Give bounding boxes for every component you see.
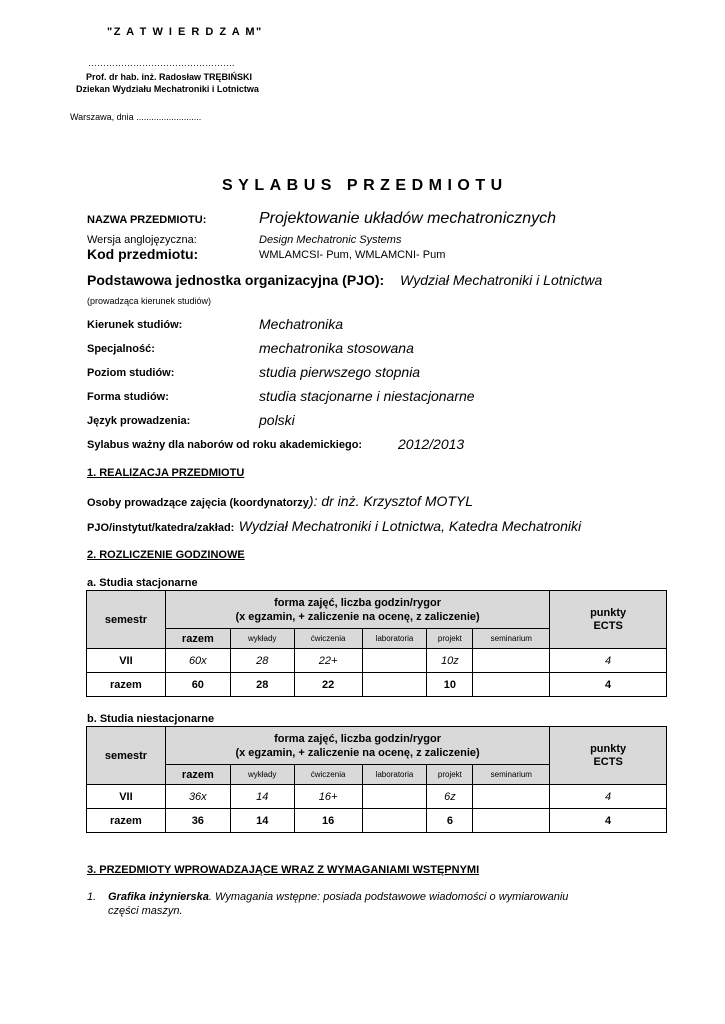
coordinator-line <box>87 493 473 511</box>
forma-header-line1: forma zajęć, liczba godzin/rygor <box>274 732 441 745</box>
prerequisite-subject: Grafika inżynierska <box>108 891 209 903</box>
cwiczenia-cell: 22+ <box>294 649 362 673</box>
projekt-cell: 6z <box>427 785 473 809</box>
semestr-cell: VII <box>87 785 166 809</box>
unit-label: PJO/instytut/katedra/zakład: <box>87 522 235 534</box>
laboratoria-cell <box>362 785 427 809</box>
semestr-header: semestr <box>87 591 166 649</box>
ects-cell: 4 <box>550 649 667 673</box>
approval-heading: "Z A T W I E R D Z A M" <box>107 26 263 38</box>
course-code-label: Kod przedmiotu: <box>87 246 199 262</box>
wyklady-cell: 14 <box>230 785 294 809</box>
laboratoria-cell <box>362 649 427 673</box>
ects-cell: 4 <box>550 809 667 833</box>
prerequisite-requirements: . Wymagania wstępne: posiada podstawowe wiadomości o wymiarowaniu <box>208 891 569 903</box>
table-a-caption: a. Studia stacjonarne <box>87 577 198 589</box>
language-label: Język prowadzenia: <box>87 415 191 427</box>
level-value: studia pierwszego stopnia <box>259 364 421 380</box>
cwiczenia-cell: 22 <box>294 673 362 697</box>
razem-header: razem <box>165 629 230 649</box>
specialty-value: mechatronika stosowana <box>259 340 414 356</box>
laboratoria-cell <box>362 809 427 833</box>
valid-label: Sylabus ważny dla naborów od roku akademickiego: <box>87 439 363 451</box>
forma-header-line1: forma zajęć, liczba godzin/rygor <box>274 596 441 609</box>
ects-header-line2: ECTS <box>593 619 623 632</box>
projekt-cell: 10 <box>427 673 473 697</box>
seminarium-cell <box>473 809 550 833</box>
study-form-value: studia stacjonarne i niestacjonarne <box>259 388 475 404</box>
razem-cell: 36 <box>165 809 230 833</box>
forma-header-line2: (x egzamin, + zaliczenie na ocenę, z zaliczenie) <box>235 610 480 623</box>
semestr-cell: razem <box>87 673 166 697</box>
seminarium-header: seminarium <box>473 765 550 785</box>
unit-value: Wydział Mechatroniki i Lotnictwa, Katedra Mechatroniki <box>238 518 582 534</box>
prerequisite-requirements-cont: części maszyn. <box>108 905 183 917</box>
razem-cell: 60x <box>165 649 230 673</box>
projekt-header: projekt <box>427 765 473 785</box>
study-form-label: Forma studiów: <box>87 391 169 403</box>
field-label: Kierunek studiów: <box>87 319 183 331</box>
forma-header <box>165 727 549 765</box>
hours-table-full-time <box>86 590 667 697</box>
cwiczenia-header: ćwiczenia <box>294 765 362 785</box>
pjo-value: Wydział Mechatroniki i Lotnictwa <box>400 272 603 288</box>
table-row <box>87 649 667 673</box>
page-title: SYLABUS PRZEDMIOTU <box>222 177 508 194</box>
approval-dots: …………………………………………. <box>88 58 235 68</box>
section1-title: 1. REALIZACJA PRZEDMIOTU <box>87 467 245 479</box>
laboratoria-header: laboratoria <box>362 765 427 785</box>
cwiczenia-header: ćwiczenia <box>294 629 362 649</box>
ects-header-line2: ECTS <box>593 755 623 768</box>
level-label: Poziom studiów: <box>87 367 175 379</box>
razem-cell: 36x <box>165 785 230 809</box>
ects-header-line1: punkty <box>590 742 627 755</box>
coordinator-label: Osoby prowadzące zajęcia (koordynatorzy <box>87 497 309 509</box>
ects-header <box>550 727 667 785</box>
table-b-caption: b. Studia niestacjonarne <box>87 713 215 725</box>
wyklady-cell: 28 <box>230 673 294 697</box>
ects-cell: 4 <box>550 673 667 697</box>
language-value: polski <box>259 412 295 428</box>
semestr-cell: VII <box>87 649 166 673</box>
ects-header-line1: punkty <box>590 606 627 619</box>
ects-cell: 4 <box>550 785 667 809</box>
projekt-cell: 6 <box>427 809 473 833</box>
table-row <box>87 673 667 697</box>
pjo-label: Podstawowa jednostka organizacyjna (PJO): <box>87 272 385 288</box>
hours-table-part-time <box>86 726 667 833</box>
projekt-cell: 10z <box>427 649 473 673</box>
course-name-label: NAZWA PRZEDMIOTU: <box>87 214 207 226</box>
seminarium-cell <box>473 673 550 697</box>
section3-title: 3. PRZEDMIOTY WPROWADZAJĄCE WRAZ Z WYMAGANIAMI WSTĘPNYMI <box>87 864 480 876</box>
razem-header: razem <box>165 765 230 785</box>
specialty-label: Specjalność: <box>87 343 155 355</box>
laboratoria-cell <box>362 673 427 697</box>
approver-name: Prof. dr hab. inż. Radosław TRĘBIŃSKI <box>86 72 253 82</box>
razem-cell: 60 <box>165 673 230 697</box>
cwiczenia-cell: 16 <box>294 809 362 833</box>
wyklady-header: wykłady <box>230 629 294 649</box>
table-header-row <box>87 727 667 765</box>
table-row <box>87 785 667 809</box>
pjo-note: (prowadząca kierunek studiów) <box>87 296 212 306</box>
list-item-number: 1. <box>87 891 97 903</box>
seminarium-cell <box>473 785 550 809</box>
course-code-value: WMLAMCSI- Pum, WMLAMCNI- Pum <box>259 249 446 261</box>
unit-line <box>87 518 581 536</box>
seminarium-header: seminarium <box>473 629 550 649</box>
cwiczenia-cell: 16+ <box>294 785 362 809</box>
approver-position: Dziekan Wydziału Mechatroniki i Lotnictwa <box>76 84 259 94</box>
section2-title: 2. ROZLICZENIE GODZINOWE <box>87 549 245 561</box>
seminarium-cell <box>473 649 550 673</box>
field-value: Mechatronika <box>259 316 344 332</box>
projekt-header: projekt <box>427 629 473 649</box>
laboratoria-header: laboratoria <box>362 629 427 649</box>
place-date: Warszawa, dnia .......................... <box>70 112 202 122</box>
wyklady-cell: 14 <box>230 809 294 833</box>
english-name-value: Design Mechatronic Systems <box>259 234 402 246</box>
table-header-row <box>87 591 667 629</box>
ects-header <box>550 591 667 649</box>
list-item <box>108 890 568 904</box>
forma-header-line2: (x egzamin, + zaliczenie na ocenę, z zaliczenie) <box>235 746 480 759</box>
wyklady-header: wykłady <box>230 765 294 785</box>
semestr-header: semestr <box>87 727 166 785</box>
valid-value: 2012/2013 <box>398 436 465 452</box>
english-name-label: Wersja anglojęzyczna: <box>87 234 197 246</box>
course-name-value: Projektowanie układów mechatronicznych <box>259 210 557 227</box>
coordinator-value: ): dr inż. Krzysztof MOTYL <box>308 493 474 509</box>
semestr-cell: razem <box>87 809 166 833</box>
table-row <box>87 809 667 833</box>
wyklady-cell: 28 <box>230 649 294 673</box>
forma-header <box>165 591 549 629</box>
